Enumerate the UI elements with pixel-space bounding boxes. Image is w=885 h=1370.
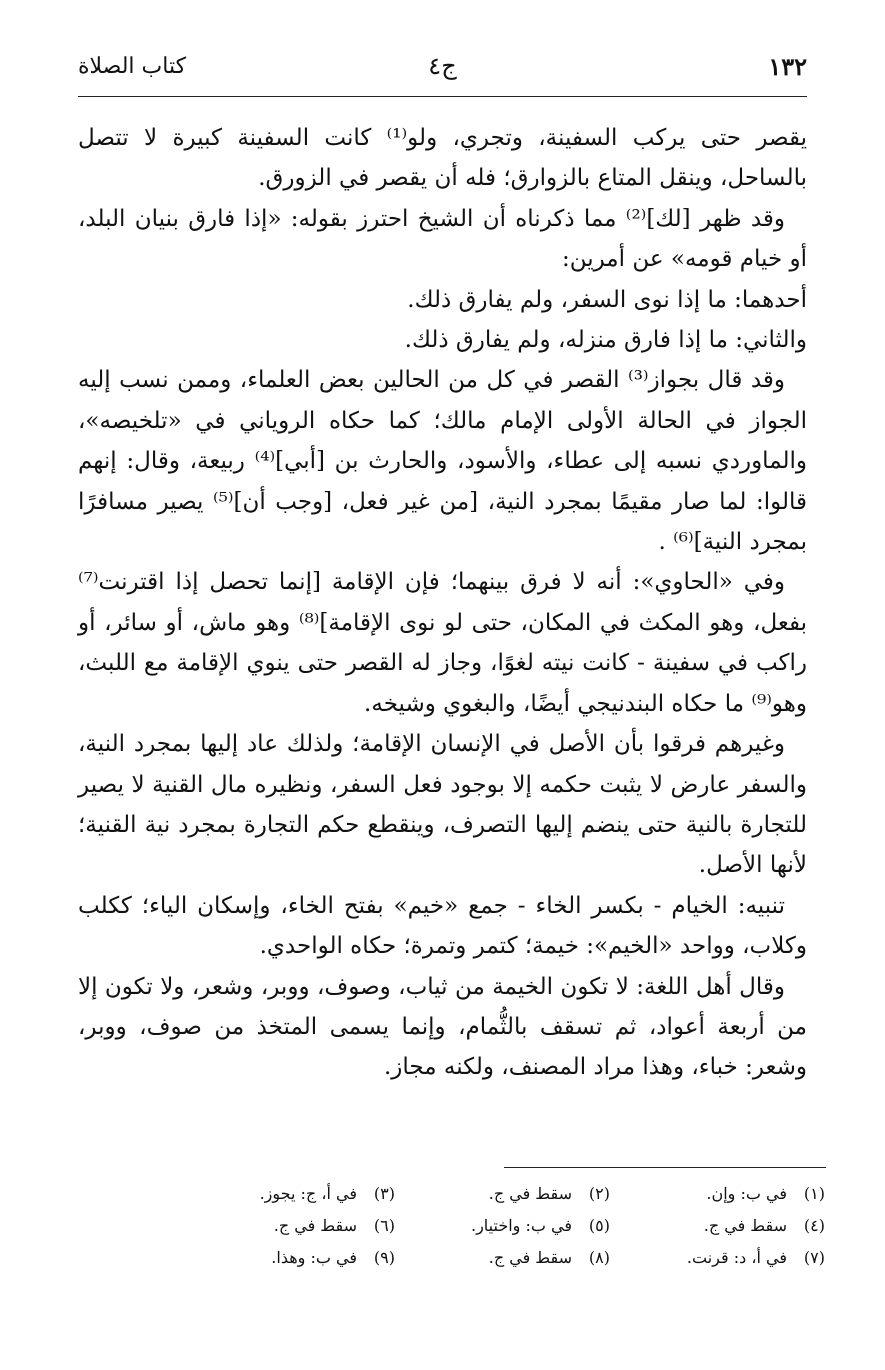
footnote: (٩)في ب: وهذا. [271, 1248, 395, 1267]
footnote: (٥)في ب: واختيار. [470, 1216, 610, 1235]
footnote: (١)في ب: وإن. [706, 1184, 825, 1203]
paragraph: وقد قال بجواز⁽³⁾ القصر في كل من الحالين بعض العلماء، وممن نسب إليه الجواز في الحالة الأولى الإمام مالك؛ كما حكاه الروياني في «تلخيصه»، والماوردي نسبه إلى عطاء، والأسود، والحارث بن [أبي]⁽⁴⁾ ربيعة، وقال: إنهم قالوا: لما صار مقيمًا بمجرد النية، [من غير فعل، [وجب أن]⁽⁵⁾ يصير مسافرًا بمجرد النية]⁽⁶⁾ . [78, 367, 807, 556]
book-title: كتاب الصلاة [78, 54, 187, 79]
paragraph: والثاني: ما إذا فارق منزله، ولم يفارق ذلك. [404, 327, 807, 354]
volume-label: ج٤ [428, 52, 457, 80]
footnote: (٨)سقط في ج. [488, 1248, 610, 1267]
footnote-rule [504, 1167, 826, 1168]
footnote-row [78, 1244, 825, 1274]
footnote-row [78, 1212, 825, 1242]
footnote: (٢)سقط في ج. [488, 1184, 610, 1203]
footnote: (٤)سقط في ج. [703, 1216, 825, 1235]
main-text [78, 118, 807, 1088]
footnote: (٧)في أ، د: قرنت. [686, 1248, 825, 1267]
header-rule [78, 96, 807, 97]
paragraph: تنبيه: الخيام - بكسر الخاء - جمع «خيم» بفتح الخاء، وإسكان الياء؛ ككلب وكلاب، وواحد «الخيم»: خيمة؛ كتمر وتمرة؛ حكاه الواحدي. [78, 892, 807, 960]
footnote: (٦)سقط في ج. [273, 1216, 395, 1235]
paragraph: يقصر حتى يركب السفينة، وتجري، ولو⁽¹⁾ كانت السفينة كبيرة لا تتصل بالساحل، وينقل المتاع بالزوارق؛ فله أن يقصر في الزورق. [78, 125, 807, 192]
footnote-row [78, 1180, 825, 1210]
paragraph: وفي «الحاوي»: أنه لا فرق بينهما؛ فإن الإقامة [إنما تحصل إذا اقترنت⁽⁷⁾ بفعل، وهو المكث في المكان، حتى لو نوى الإقامة]⁽⁸⁾ وهو ماش، أو سائر، أو راكب في سفينة - كانت نيته لغوًا، وجاز له القصر حتى ينوي الإقامة مع اللبث، وهو⁽⁹⁾ ما حكاه البندنيجي أيضًا، والبغوي وشيخه. [78, 569, 807, 717]
page-number: ١٣٢ [768, 52, 807, 81]
paragraph: وقد ظهر [لك]⁽²⁾ مما ذكرناه أن الشيخ احترز بقوله: «إذا فارق بنيان البلد، أو خيام قومه» عن أمرين: [78, 205, 807, 273]
paragraph: وقال أهل اللغة: لا تكون الخيمة من ثياب، وصوف، ووبر، وشعر، ولا تكون إلا من أربعة أعواد، ثم تسقف بالثُّمام، وإنما يسمى المتخذ من صوف، ووبر، وشعر: خباء، وهذا مراد المصنف، ولكنه مجاز. [78, 973, 807, 1081]
paragraph: وغيرهم فرقوا بأن الأصل في الإنسان الإقامة؛ ولذلك عاد إليها بمجرد النية، والسفر عارض لا يثبت حكمه إلا بوجود فعل السفر، ونظيره مال القنية لا يصير للتجارة بالنية حتى ينضم إليها التصرف، وينقطع حكم التجارة بمجرد نية القنية؛ لأنها الأصل. [78, 731, 807, 879]
footnote: (٣)في أ، ج: يجوز. [259, 1184, 395, 1203]
page-header [78, 52, 807, 94]
paragraph: أحدهما: ما إذا نوى السفر، ولم يفارق ذلك. [407, 286, 807, 313]
